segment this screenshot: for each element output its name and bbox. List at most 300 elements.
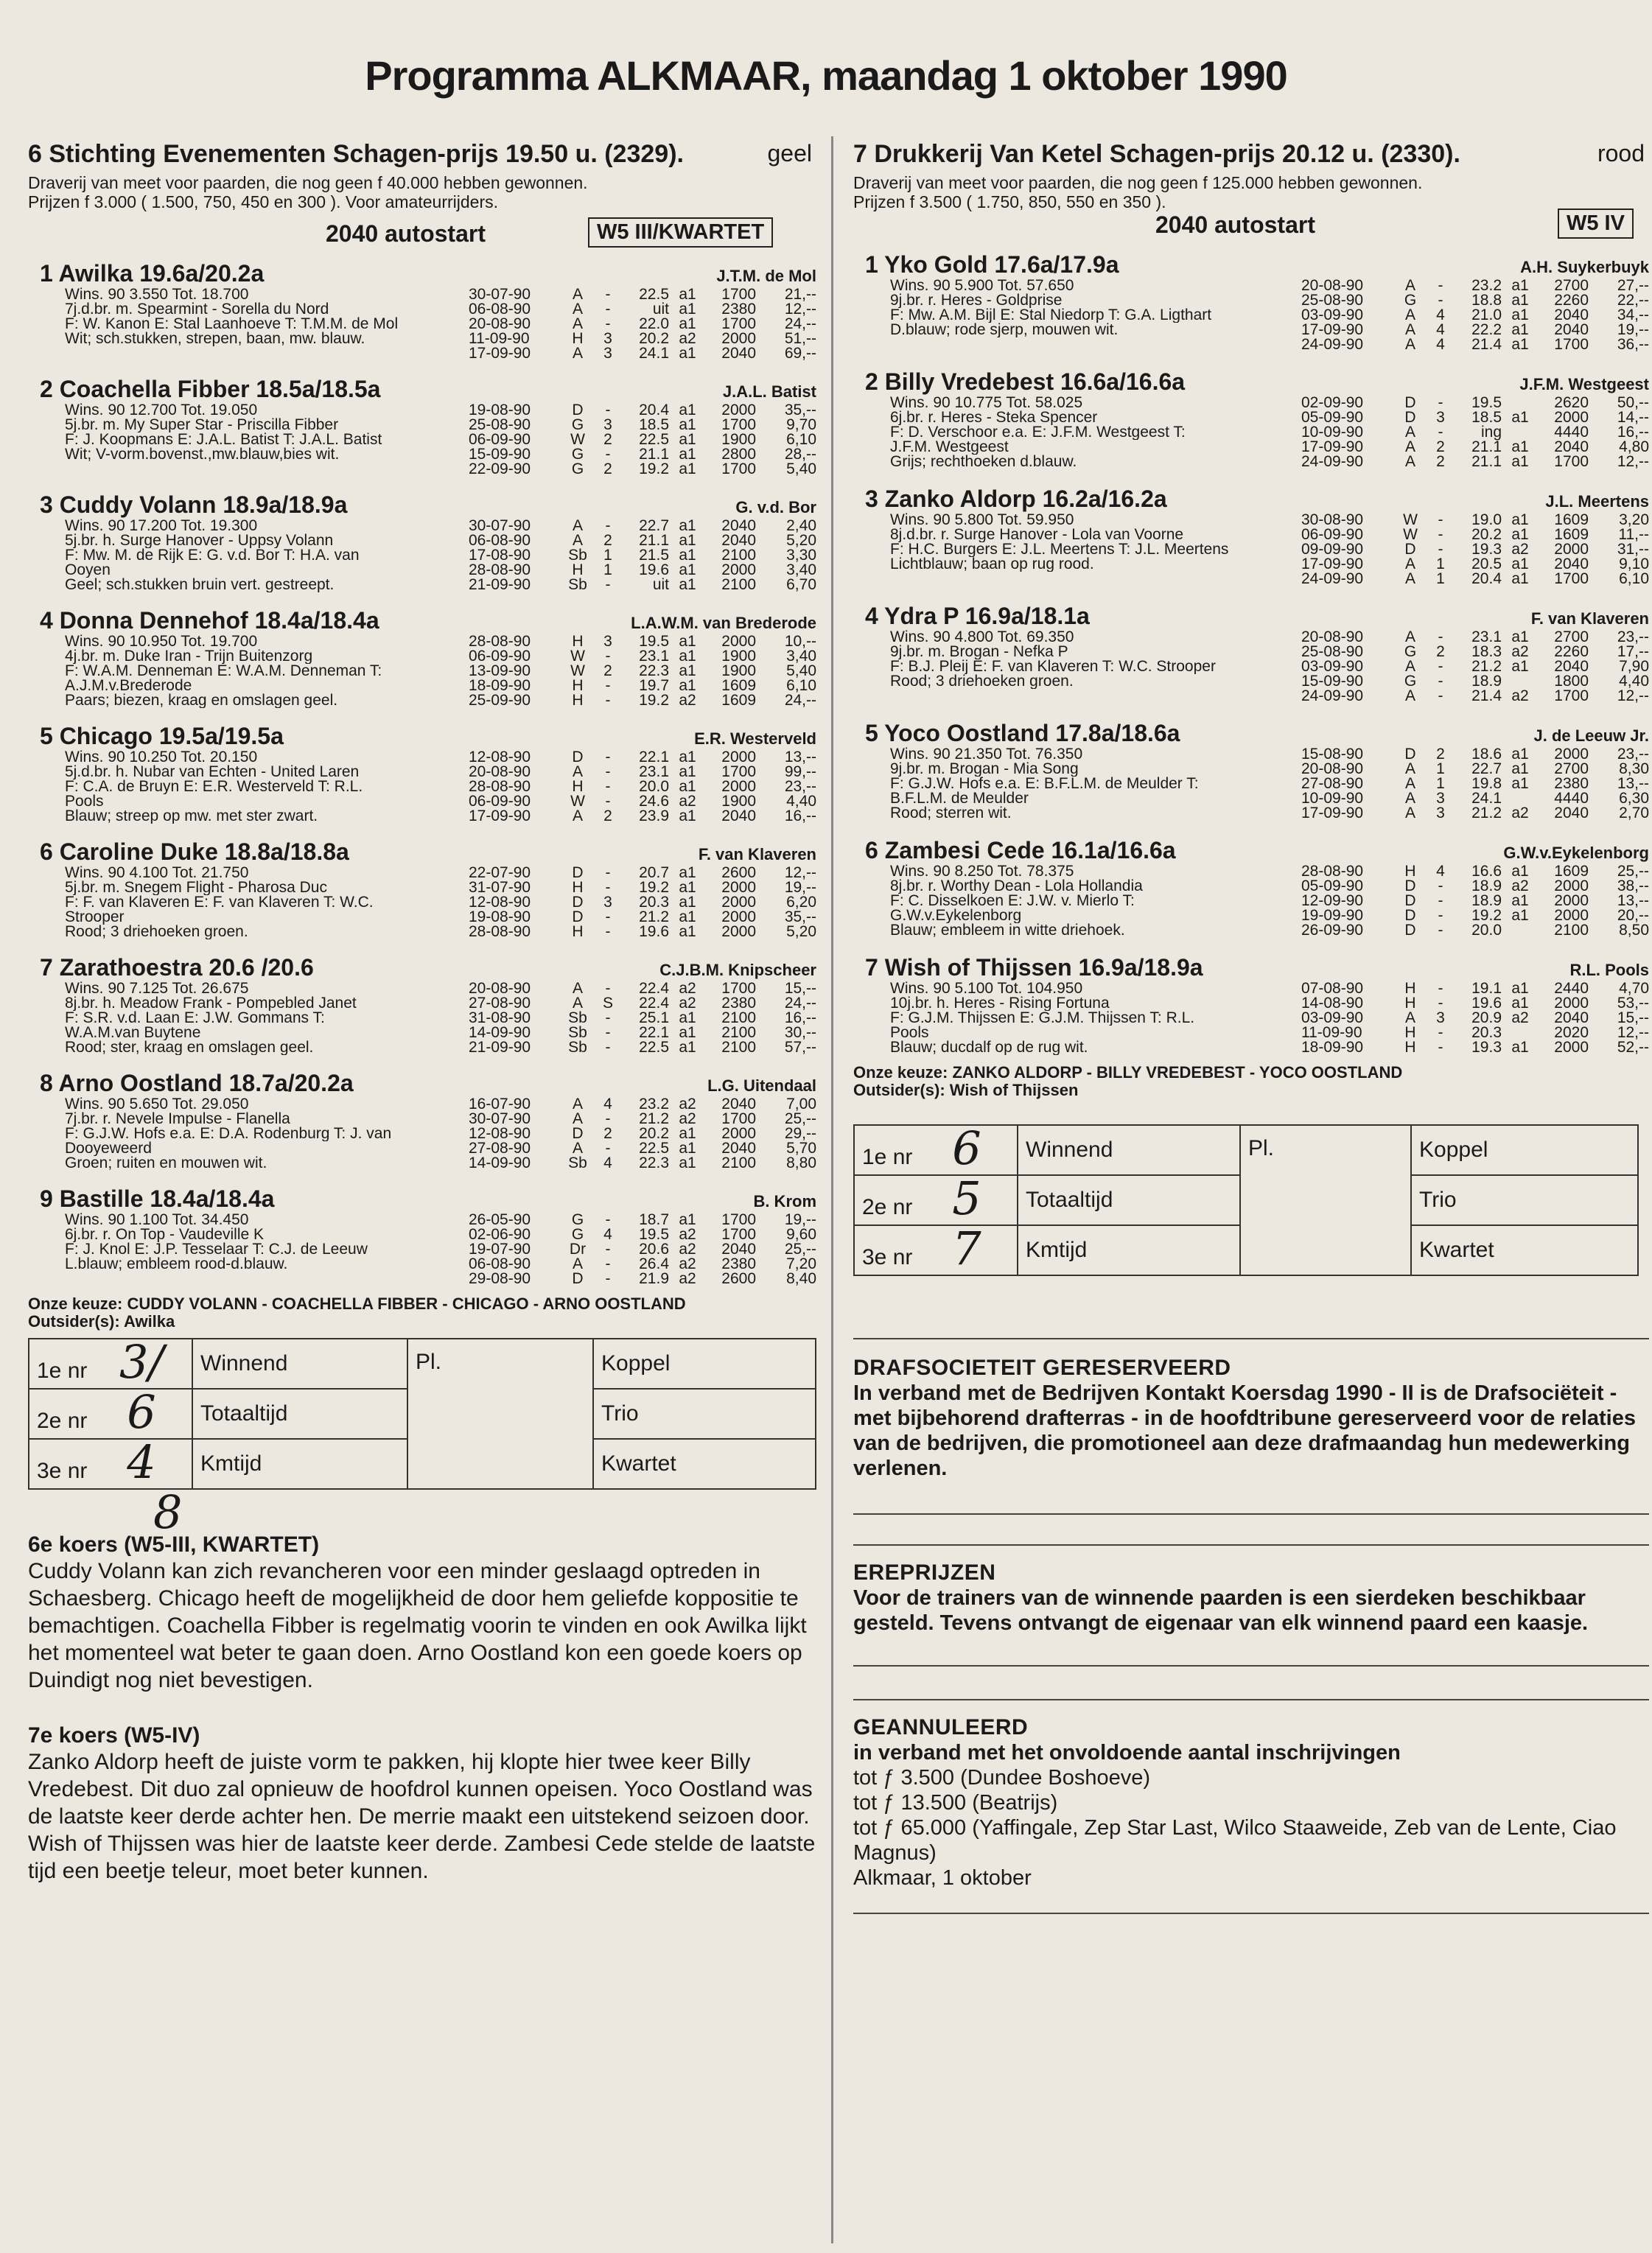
result-cell: a1	[679, 1039, 696, 1056]
result-cell: 2000	[721, 330, 756, 347]
pick-row-3[interactable]	[854, 1222, 1018, 1275]
result-row	[1301, 410, 1649, 425]
result-row	[1301, 528, 1649, 542]
result-cell: 2600	[721, 1270, 756, 1287]
result-cell: A	[1404, 1009, 1415, 1026]
result-cell: 18.3	[1471, 643, 1502, 660]
result-cell: 1	[1436, 570, 1445, 587]
horse-info-line: F: W. Kanon E: Stal Laanhoeve T: T.M.M. de Mol	[65, 317, 399, 332]
race-6-desc: Draverij van meet voor paarden, die nog geen f 40.000 hebben gewonnen.	[28, 173, 588, 192]
handwritten-2: 6	[127, 1385, 156, 1439]
result-cell: 12-08-90	[469, 749, 531, 765]
result-cell: 3	[603, 345, 612, 362]
result-cell: a2	[679, 1226, 696, 1243]
result-row	[469, 578, 816, 592]
result-cell: W	[1403, 526, 1418, 543]
result-cell: 4	[603, 1154, 612, 1171]
horse-name: 3 Cuddy Volann 18.9a/18.9a	[40, 491, 348, 518]
result-cell: 22.5	[639, 431, 669, 448]
horse-header	[865, 368, 1649, 396]
result-cell: -	[605, 1024, 611, 1041]
result-cell: 2000	[721, 402, 756, 418]
result-cell: 24,--	[784, 692, 816, 709]
horse-header	[865, 720, 1649, 747]
horse-body	[65, 1097, 816, 1171]
result-cell: 02-06-90	[469, 1226, 531, 1243]
horse-header	[40, 376, 816, 403]
result-cell: G	[571, 460, 584, 477]
horse-entry	[28, 491, 816, 592]
result-cell: 2380	[721, 1255, 756, 1272]
result-row	[469, 1272, 816, 1286]
horse-info	[65, 750, 469, 824]
result-cell: 5,70	[786, 1140, 816, 1157]
pick-row-1[interactable]	[854, 1121, 1018, 1175]
result-row	[469, 1156, 816, 1171]
comment-7-title: 7e koers (W5-IV)	[28, 1723, 200, 1748]
horse-info-line: Wins. 90 5.100 Tot. 104.950	[890, 981, 1083, 996]
result-cell: 06-09-90	[469, 793, 531, 810]
result-cell: 12-09-90	[1301, 892, 1364, 909]
result-cell: D	[1404, 892, 1416, 909]
result-cell: 2	[603, 532, 612, 549]
result-cell: 5,20	[786, 923, 816, 940]
result-cell: 29-08-90	[469, 1270, 531, 1287]
result-cell: -	[605, 648, 611, 665]
result-cell: 22.3	[639, 1154, 669, 1171]
winnend-cell: Winnend	[192, 1339, 407, 1389]
result-cell: A	[1404, 277, 1415, 294]
result-row	[469, 432, 816, 447]
result-cell: H	[1404, 863, 1416, 880]
notice-geannuleerd	[853, 1715, 1649, 1891]
result-row	[469, 533, 816, 548]
horse-info-line: B.F.L.M. de Meulder	[890, 791, 1029, 806]
race-7-pick-table	[853, 1121, 1639, 1276]
horse-header	[865, 954, 1649, 981]
result-cell: -	[605, 677, 611, 694]
horse-name: 2 Billy Vredebest 16.6a/16.6a	[865, 368, 1186, 395]
horse-body	[890, 396, 1649, 469]
horse-header	[40, 954, 816, 981]
result-cell: 19-08-90	[469, 402, 531, 418]
horse-name: 1 Awilka 19.6a/20.2a	[40, 260, 265, 287]
result-cell: 2	[603, 662, 612, 679]
result-row	[469, 302, 816, 317]
result-cell: a1	[679, 677, 696, 694]
horse-results	[1301, 278, 1649, 352]
result-cell: 2700	[1554, 760, 1589, 777]
result-cell: 18-09-90	[1301, 1039, 1364, 1056]
result-cell: 20-08-90	[1301, 628, 1364, 645]
result-cell: 20.0	[639, 778, 669, 795]
horse-info-line: 8j.d.br. r. Surge Hanover - Lola van Voorne	[890, 528, 1184, 542]
horse-info	[890, 864, 1301, 938]
result-cell: 38,--	[1617, 877, 1649, 894]
result-cell: H	[1404, 1039, 1416, 1056]
result-cell: uit	[652, 301, 669, 318]
result-cell	[1502, 1026, 1539, 1040]
result-cell: 23.1	[639, 648, 669, 665]
horse-info-line: F: G.J.W. Hofs e.a. E: D.A. Rodenburg T: J. van	[65, 1126, 392, 1141]
horse-driver: B. Krom	[753, 1192, 816, 1210]
result-cell: a1	[1511, 277, 1529, 294]
result-row	[469, 1227, 816, 1242]
horse-info-line: F: G.J.M. Thijssen E: G.J.M. Thijssen T: R.L.	[890, 1011, 1195, 1026]
result-cell: 3,40	[786, 648, 816, 665]
result-cell: 21.1	[639, 446, 669, 463]
result-cell: 19.2	[639, 692, 669, 709]
horse-info-line: Wins. 90 5.650 Tot. 29.050	[65, 1097, 249, 1112]
result-cell: 20.6	[639, 1241, 669, 1258]
pick-row-2[interactable]	[854, 1171, 1018, 1225]
result-cell: 3,30	[786, 547, 816, 564]
result-row	[1301, 689, 1649, 704]
horse-results	[469, 1213, 816, 1286]
koppel-cell: Koppel	[1411, 1125, 1638, 1175]
result-cell: 2040	[1554, 321, 1589, 338]
horse-info	[65, 1213, 469, 1286]
result-cell: 2000	[721, 561, 756, 578]
result-cell: Sb	[568, 547, 587, 564]
result-cell: a2	[679, 793, 696, 810]
result-cell: 20.5	[1471, 556, 1502, 572]
result-row	[469, 910, 816, 925]
result-cell: 4440	[1554, 790, 1589, 807]
result-cell: 20.3	[639, 894, 669, 911]
result-cell: 18.8	[1471, 292, 1502, 309]
result-cell: 1700	[721, 763, 756, 780]
result-cell: -	[605, 517, 611, 534]
horse-info-line: Wins. 90 10.775 Tot. 58.025	[890, 396, 1083, 410]
horse-name: 8 Arno Oostland 18.7a/20.2a	[40, 1070, 354, 1096]
totaaltijd-cell: Totaaltijd	[1018, 1175, 1240, 1225]
result-cell: H	[572, 677, 584, 694]
result-cell: 25-09-90	[469, 692, 531, 709]
result-cell: 22.3	[639, 662, 669, 679]
result-cell: 20-08-90	[469, 763, 531, 780]
result-cell: 03-09-90	[1301, 306, 1364, 323]
horse-info-line: Dooyeweerd	[65, 1141, 152, 1156]
result-cell: 9,10	[1619, 556, 1649, 572]
result-cell: 23,--	[784, 778, 816, 795]
result-cell: 19.2	[1471, 907, 1502, 924]
horse-header	[40, 1185, 816, 1213]
result-cell: a1	[1511, 863, 1529, 880]
horse-entry	[28, 1185, 816, 1286]
result-cell: 12,--	[784, 301, 816, 318]
race-6-horses	[28, 260, 816, 1286]
result-cell: 20,--	[1617, 907, 1649, 924]
result-cell: -	[1438, 980, 1443, 997]
race-6-conditions	[28, 173, 816, 211]
result-cell: 2040	[721, 517, 756, 534]
result-cell: 7,00	[786, 1096, 816, 1113]
result-cell: 18.6	[1471, 746, 1502, 763]
result-cell: uit	[652, 576, 669, 593]
result-cell: 07-08-90	[1301, 980, 1364, 997]
result-cell: 2440	[1554, 980, 1589, 997]
result-cell: A	[572, 315, 583, 332]
result-cell: 23.9	[639, 807, 669, 824]
result-cell: 20-08-90	[469, 980, 531, 997]
result-cell: 2	[603, 431, 612, 448]
result-cell: H	[1404, 995, 1416, 1012]
result-cell: a1	[679, 778, 696, 795]
result-cell: A	[572, 763, 583, 780]
pick-label-1: 1e nr	[862, 1145, 913, 1169]
result-cell: a1	[679, 807, 696, 824]
result-cell: 2000	[1554, 995, 1589, 1012]
result-cell: 6,30	[1619, 790, 1649, 807]
result-cell: 22,--	[1617, 292, 1649, 309]
result-cell: 3,40	[786, 561, 816, 578]
horse-results	[1301, 630, 1649, 704]
notice-drafsocieteit	[853, 1356, 1649, 1481]
result-cell: 3	[1436, 790, 1445, 807]
horse-name: 7 Wish of Thijssen 16.9a/18.9a	[865, 954, 1203, 981]
race-6-color: geel	[767, 140, 812, 167]
result-cell: 20.3	[1471, 1024, 1502, 1041]
result-cell: 19.5	[1471, 394, 1502, 411]
result-cell: a1	[679, 1211, 696, 1228]
race-7-column	[853, 140, 1649, 1914]
result-cell: 23.1	[1471, 628, 1502, 645]
result-cell: a1	[1511, 556, 1529, 572]
result-cell: 4,70	[1619, 980, 1649, 997]
result-cell: -	[605, 879, 611, 896]
result-cell: D	[1404, 394, 1416, 411]
race-6-picks-text: Onze keuze: CUDDY VOLANN - COACHELLA FIBBER - CHICAGO - ARNO OOSTLAND	[28, 1294, 686, 1313]
pick-label-2: 2e nr	[862, 1195, 913, 1219]
result-cell: A	[1404, 556, 1415, 572]
result-cell: 17-09-90	[469, 345, 531, 362]
result-cell: 3	[603, 330, 612, 347]
result-cell: 1700	[1554, 453, 1589, 470]
horse-info-line: Wins. 90 4.100 Tot. 21.750	[65, 866, 249, 880]
result-cell: 22.4	[639, 995, 669, 1012]
result-cell: D	[1404, 922, 1416, 939]
horse-info-line: 9j.br. m. Brogan - Nefka P	[890, 645, 1068, 659]
result-cell: H	[572, 561, 584, 578]
horse-info	[65, 287, 469, 361]
horse-info-line: Rood; 3 driehoeken groen.	[890, 674, 1074, 689]
horse-entry	[853, 486, 1649, 586]
result-cell: 06-09-90	[469, 431, 531, 448]
result-cell: 1609	[1554, 526, 1589, 543]
result-cell: 35,--	[784, 908, 816, 925]
result-cell: 02-09-90	[1301, 394, 1364, 411]
result-cell: Sb	[568, 1009, 587, 1026]
result-row	[469, 1257, 816, 1272]
result-cell: a1	[679, 286, 696, 303]
result-cell: A	[1404, 790, 1415, 807]
result-cell: A	[572, 345, 583, 362]
result-cell: -	[1438, 658, 1443, 675]
horse-info	[65, 634, 469, 708]
result-cell: 2040	[1554, 805, 1589, 821]
result-row	[469, 895, 816, 910]
result-cell: a2	[679, 995, 696, 1012]
result-row	[1301, 513, 1649, 528]
result-cell: -	[1438, 1024, 1443, 1041]
result-cell: 2700	[1554, 277, 1589, 294]
result-cell: 21.5	[639, 547, 669, 564]
result-cell: 10-09-90	[1301, 790, 1364, 807]
result-cell: 6,10	[1619, 570, 1649, 587]
result-cell: -	[1438, 673, 1443, 690]
pick-row-1[interactable]	[29, 1335, 192, 1389]
result-cell: 2000	[1554, 892, 1589, 909]
race-6-pick-table	[28, 1335, 816, 1490]
result-cell: Dr	[569, 1241, 587, 1258]
horse-info-line: A.J.M.v.Brederode	[65, 679, 192, 693]
result-row	[469, 693, 816, 708]
horse-results	[1301, 396, 1649, 469]
result-cell: 21.1	[639, 532, 669, 549]
result-cell: 1	[1436, 760, 1445, 777]
divider	[853, 1544, 1649, 1546]
result-cell: 69,--	[784, 345, 816, 362]
horse-entry	[853, 720, 1649, 821]
notice-3-title: GEANNULEERD	[853, 1715, 1029, 1739]
result-cell: 2040	[721, 807, 756, 824]
result-row	[469, 548, 816, 563]
result-cell: 2380	[1554, 775, 1589, 792]
result-cell: -	[1438, 526, 1443, 543]
result-cell: A	[1404, 628, 1415, 645]
race-7-prizes: Prijzen f 3.500 ( 1.750, 850, 550 en 350 ).	[853, 192, 1166, 211]
result-cell: 18.7	[639, 1211, 669, 1228]
pick-label-1: 1e nr	[37, 1359, 88, 1383]
result-cell: a2	[1511, 1009, 1529, 1026]
result-cell: 21.2	[1471, 805, 1502, 821]
horse-name: 9 Bastille 18.4a/18.4a	[40, 1185, 275, 1212]
result-cell: 19.3	[1471, 1039, 1502, 1056]
result-cell: 18.9	[1471, 892, 1502, 909]
result-cell: 8,80	[786, 1154, 816, 1171]
horse-info-line: 9j.br. r. Heres - Goldprise	[890, 293, 1063, 308]
horse-driver: L.G. Uitendaal	[707, 1076, 816, 1095]
result-cell: G	[1404, 673, 1417, 690]
result-cell: 24-09-90	[1301, 336, 1364, 353]
result-cell: W	[1403, 511, 1418, 528]
horse-results	[469, 403, 816, 477]
result-cell: 3	[1436, 409, 1445, 426]
result-cell: a1	[679, 908, 696, 925]
race-6-prizes: Prijzen f 3.000 ( 1.500, 750, 450 en 300 ). Voor amateurrijders.	[28, 192, 498, 211]
result-cell: a1	[679, 864, 696, 881]
result-cell: 2040	[1554, 556, 1589, 572]
result-cell: 2700	[1554, 628, 1589, 645]
horse-name: 5 Yoco Oostland 17.8a/18.6a	[865, 720, 1180, 746]
result-row	[1301, 572, 1649, 586]
result-cell: 19.6	[639, 923, 669, 940]
result-cell: S	[602, 995, 613, 1012]
result-cell: H	[572, 879, 584, 896]
result-cell: a1	[1511, 1039, 1529, 1056]
result-cell: 5,40	[786, 460, 816, 477]
result-cell: 2040	[721, 1241, 756, 1258]
result-cell: A	[572, 1110, 583, 1127]
result-cell: a1	[679, 1154, 696, 1171]
result-cell: a1	[1511, 292, 1529, 309]
result-cell: 18-09-90	[469, 677, 531, 694]
result-cell: D	[572, 908, 584, 925]
result-cell: 17,--	[1617, 643, 1649, 660]
result-cell: 15-09-90	[469, 446, 531, 463]
result-row	[469, 765, 816, 779]
horse-body	[65, 750, 816, 824]
horse-info-line: Ooyen	[65, 563, 111, 578]
horse-entry	[28, 1070, 816, 1171]
result-row	[1301, 791, 1649, 806]
race-7-start	[853, 206, 1649, 247]
horse-driver: J.L. Meertens	[1545, 492, 1649, 511]
result-cell: 2040	[721, 1140, 756, 1157]
notice-3-line-3: tot ƒ 65.000 (Yaffingale, Zep Star Last, Wilco Staaweide, Zeb van de Lente, Ciao Magnus)	[853, 1816, 1617, 1865]
result-cell: 24.1	[1471, 790, 1502, 807]
result-cell: -	[1438, 687, 1443, 704]
result-cell: a1	[1511, 746, 1529, 763]
result-cell: 11-09-90	[1301, 1024, 1362, 1041]
result-cell: 4	[603, 1226, 612, 1243]
result-cell: 51,--	[784, 330, 816, 347]
horse-body	[65, 981, 816, 1055]
result-row	[1301, 1040, 1649, 1055]
result-row	[1301, 278, 1649, 293]
result-cell: a2	[679, 1241, 696, 1258]
result-cell: 18.5	[639, 416, 669, 433]
result-row	[1301, 879, 1649, 894]
result-cell: 31,--	[1617, 541, 1649, 558]
result-cell: 2020	[1554, 1024, 1589, 1041]
result-row	[469, 1141, 816, 1156]
result-cell: 12,--	[1617, 1024, 1649, 1041]
horse-driver: J.T.M. de Mol	[716, 267, 816, 285]
result-cell: 27-08-90	[469, 1140, 531, 1157]
result-cell: 30-07-90	[469, 286, 531, 303]
result-cell: 1700	[1554, 687, 1589, 704]
result-cell: 24.1	[639, 345, 669, 362]
result-cell: 6,20	[786, 894, 816, 911]
horse-info-line: Strooper	[65, 910, 125, 925]
horse-body	[890, 747, 1649, 821]
result-cell: 4	[1436, 336, 1445, 353]
handwritten-1: 6	[952, 1121, 981, 1175]
horse-info-line: L.blauw; embleem rood-d.blauw.	[65, 1257, 288, 1272]
result-cell: H	[572, 923, 584, 940]
result-cell: 20.7	[639, 864, 669, 881]
result-cell: 1609	[721, 677, 756, 694]
pick-row-2[interactable]	[29, 1385, 192, 1439]
horse-info-line: Pools	[890, 1026, 929, 1040]
horse-entry	[28, 376, 816, 477]
result-cell: A	[572, 301, 583, 318]
horse-header	[865, 603, 1649, 630]
horse-info-line: F: J. Koopmans E: J.A.L. Batist T: J.A.L. Batist	[65, 432, 382, 447]
horse-results	[1301, 513, 1649, 586]
result-row	[1301, 1026, 1649, 1040]
horse-info	[890, 747, 1301, 821]
result-row	[469, 287, 816, 302]
horse-driver: R.L. Pools	[1569, 961, 1649, 979]
race-6-header	[28, 140, 816, 169]
result-cell: A	[1404, 658, 1415, 675]
horse-driver: J. de Leeuw Jr.	[1533, 726, 1649, 745]
pick-row-3[interactable]	[29, 1435, 192, 1489]
horse-info	[890, 981, 1301, 1055]
